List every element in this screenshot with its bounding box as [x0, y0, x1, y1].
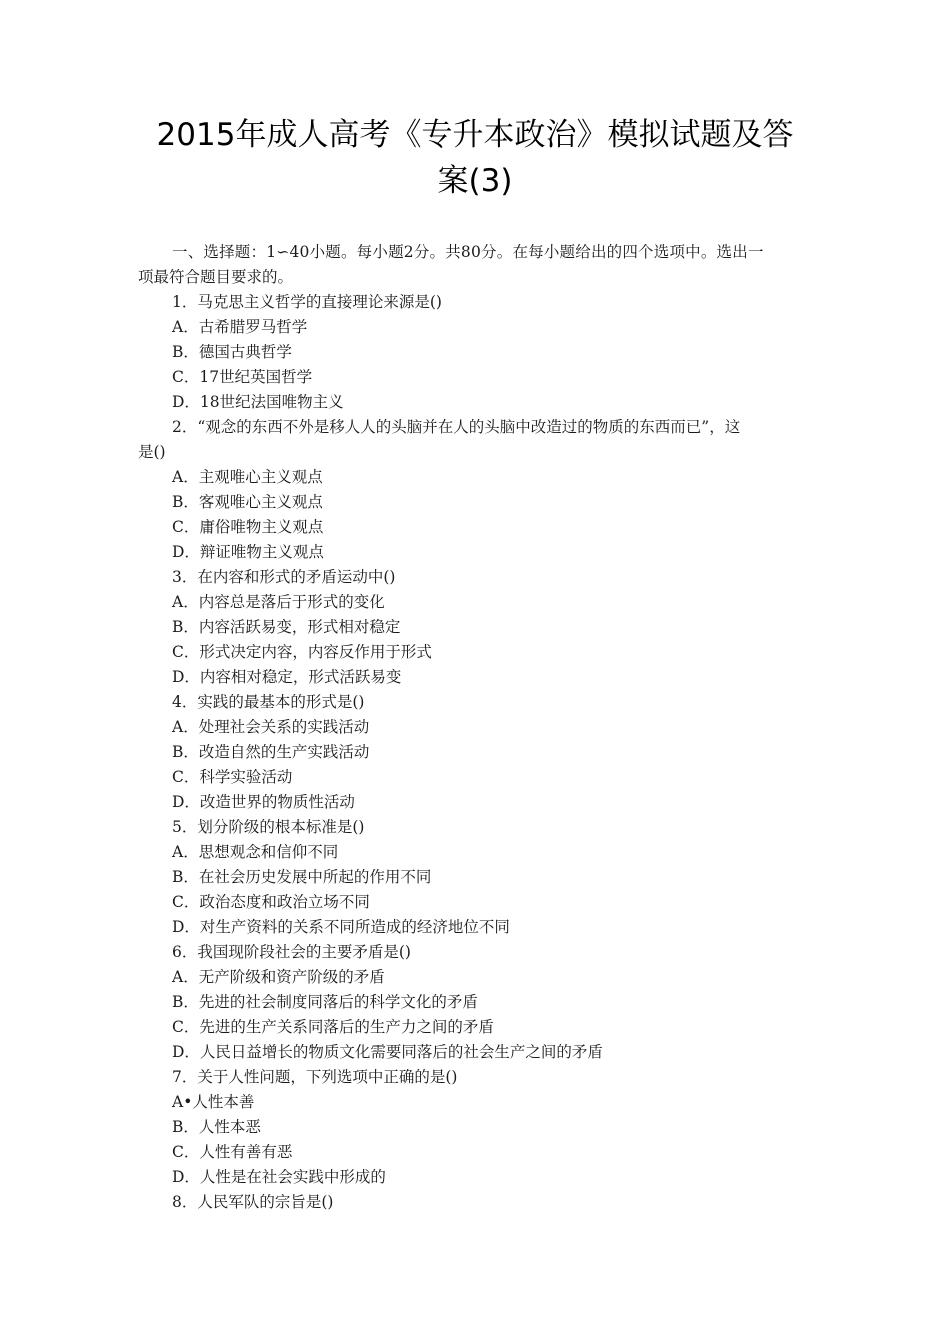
- document-body: [138, 240, 818, 1215]
- text-line: A．古希腊罗马哲学: [172, 318, 308, 336]
- text-line: 6．我国现阶段社会的主要矛盾是(): [172, 943, 411, 961]
- text-line: C．政治态度和政治立场不同: [172, 893, 370, 911]
- text-line: C．人性有善有恶: [172, 1143, 293, 1161]
- title-line-1: 2015年成人高考《专升本政治》模拟试题及答: [156, 117, 794, 153]
- text-line: B．在社会历史发展中所起的作用不同: [172, 868, 432, 886]
- text-line: D．改造世界的物质性活动: [172, 793, 355, 811]
- text-line: B．内容活跃易变，形式相对稳定: [172, 618, 401, 636]
- text-line: 项最符合题目要求的。: [138, 268, 294, 286]
- text-line: B．改造自然的生产实践活动: [172, 743, 370, 761]
- text-line: D．18世纪法国唯物主义: [172, 393, 344, 411]
- text-line: B．先进的社会制度同落后的科学文化的矛盾: [172, 993, 478, 1011]
- text-line: A．处理社会关系的实践活动: [172, 718, 370, 736]
- text-line: D．人性是在社会实践中形成的: [172, 1168, 386, 1186]
- text-line: C．形式决定内容，内容反作用于形式: [172, 643, 432, 661]
- text-line: 是(): [138, 443, 166, 461]
- text-line: C．科学实验活动: [172, 768, 293, 786]
- text-line: A•人性本善: [172, 1093, 255, 1111]
- text-line: C．17世纪英国哲学: [172, 368, 313, 386]
- text-line: D．人民日益增长的物质文化需要同落后的社会生产之间的矛盾: [172, 1043, 603, 1061]
- text-line: C．庸俗唯物主义观点: [172, 518, 324, 536]
- text-line: B．德国古典哲学: [172, 343, 292, 361]
- text-line: A．主观唯心主义观点: [172, 468, 323, 486]
- text-line: B．客观唯心主义观点: [172, 493, 323, 511]
- title-line-2: 案(3): [437, 163, 513, 199]
- text-line: 7．关于人性问题，下列选项中正确的是(): [172, 1068, 458, 1086]
- text-line: D．辩证唯物主义观点: [172, 543, 324, 561]
- text-line: 3．在内容和形式的矛盾运动中(): [172, 568, 396, 586]
- text-line: B．人性本恶: [172, 1118, 261, 1136]
- text-line: 1．马克思主义哲学的直接理论来源是(): [172, 293, 442, 311]
- document-title: [120, 112, 830, 204]
- text-line: 5．划分阶级的根本标准是(): [172, 818, 365, 836]
- text-line: C．先进的生产关系同落后的生产力之间的矛盾: [172, 1018, 494, 1036]
- text-line: 8．人民军队的宗旨是(): [172, 1193, 334, 1211]
- text-line: 2．“观念的东西不外是移人人的头脑并在人的头脑中改造过的物质的东西而已”，这: [172, 418, 741, 436]
- text-line: A．内容总是落后于形式的变化: [172, 593, 385, 611]
- text-line: 一、选择题：1∽40小题。每小题2分。共80分。在每小题给出的四个选项中。选出一: [172, 243, 764, 261]
- text-line: 4．实践的最基本的形式是(): [172, 693, 365, 711]
- text-line: A．无产阶级和资产阶级的矛盾: [172, 968, 385, 986]
- text-line: D．对生产资料的关系不同所造成的经济地位不同: [172, 918, 510, 936]
- text-line: D．内容相对稳定，形式活跃易变: [172, 668, 402, 686]
- text-line: A．思想观念和信仰不同: [172, 843, 339, 861]
